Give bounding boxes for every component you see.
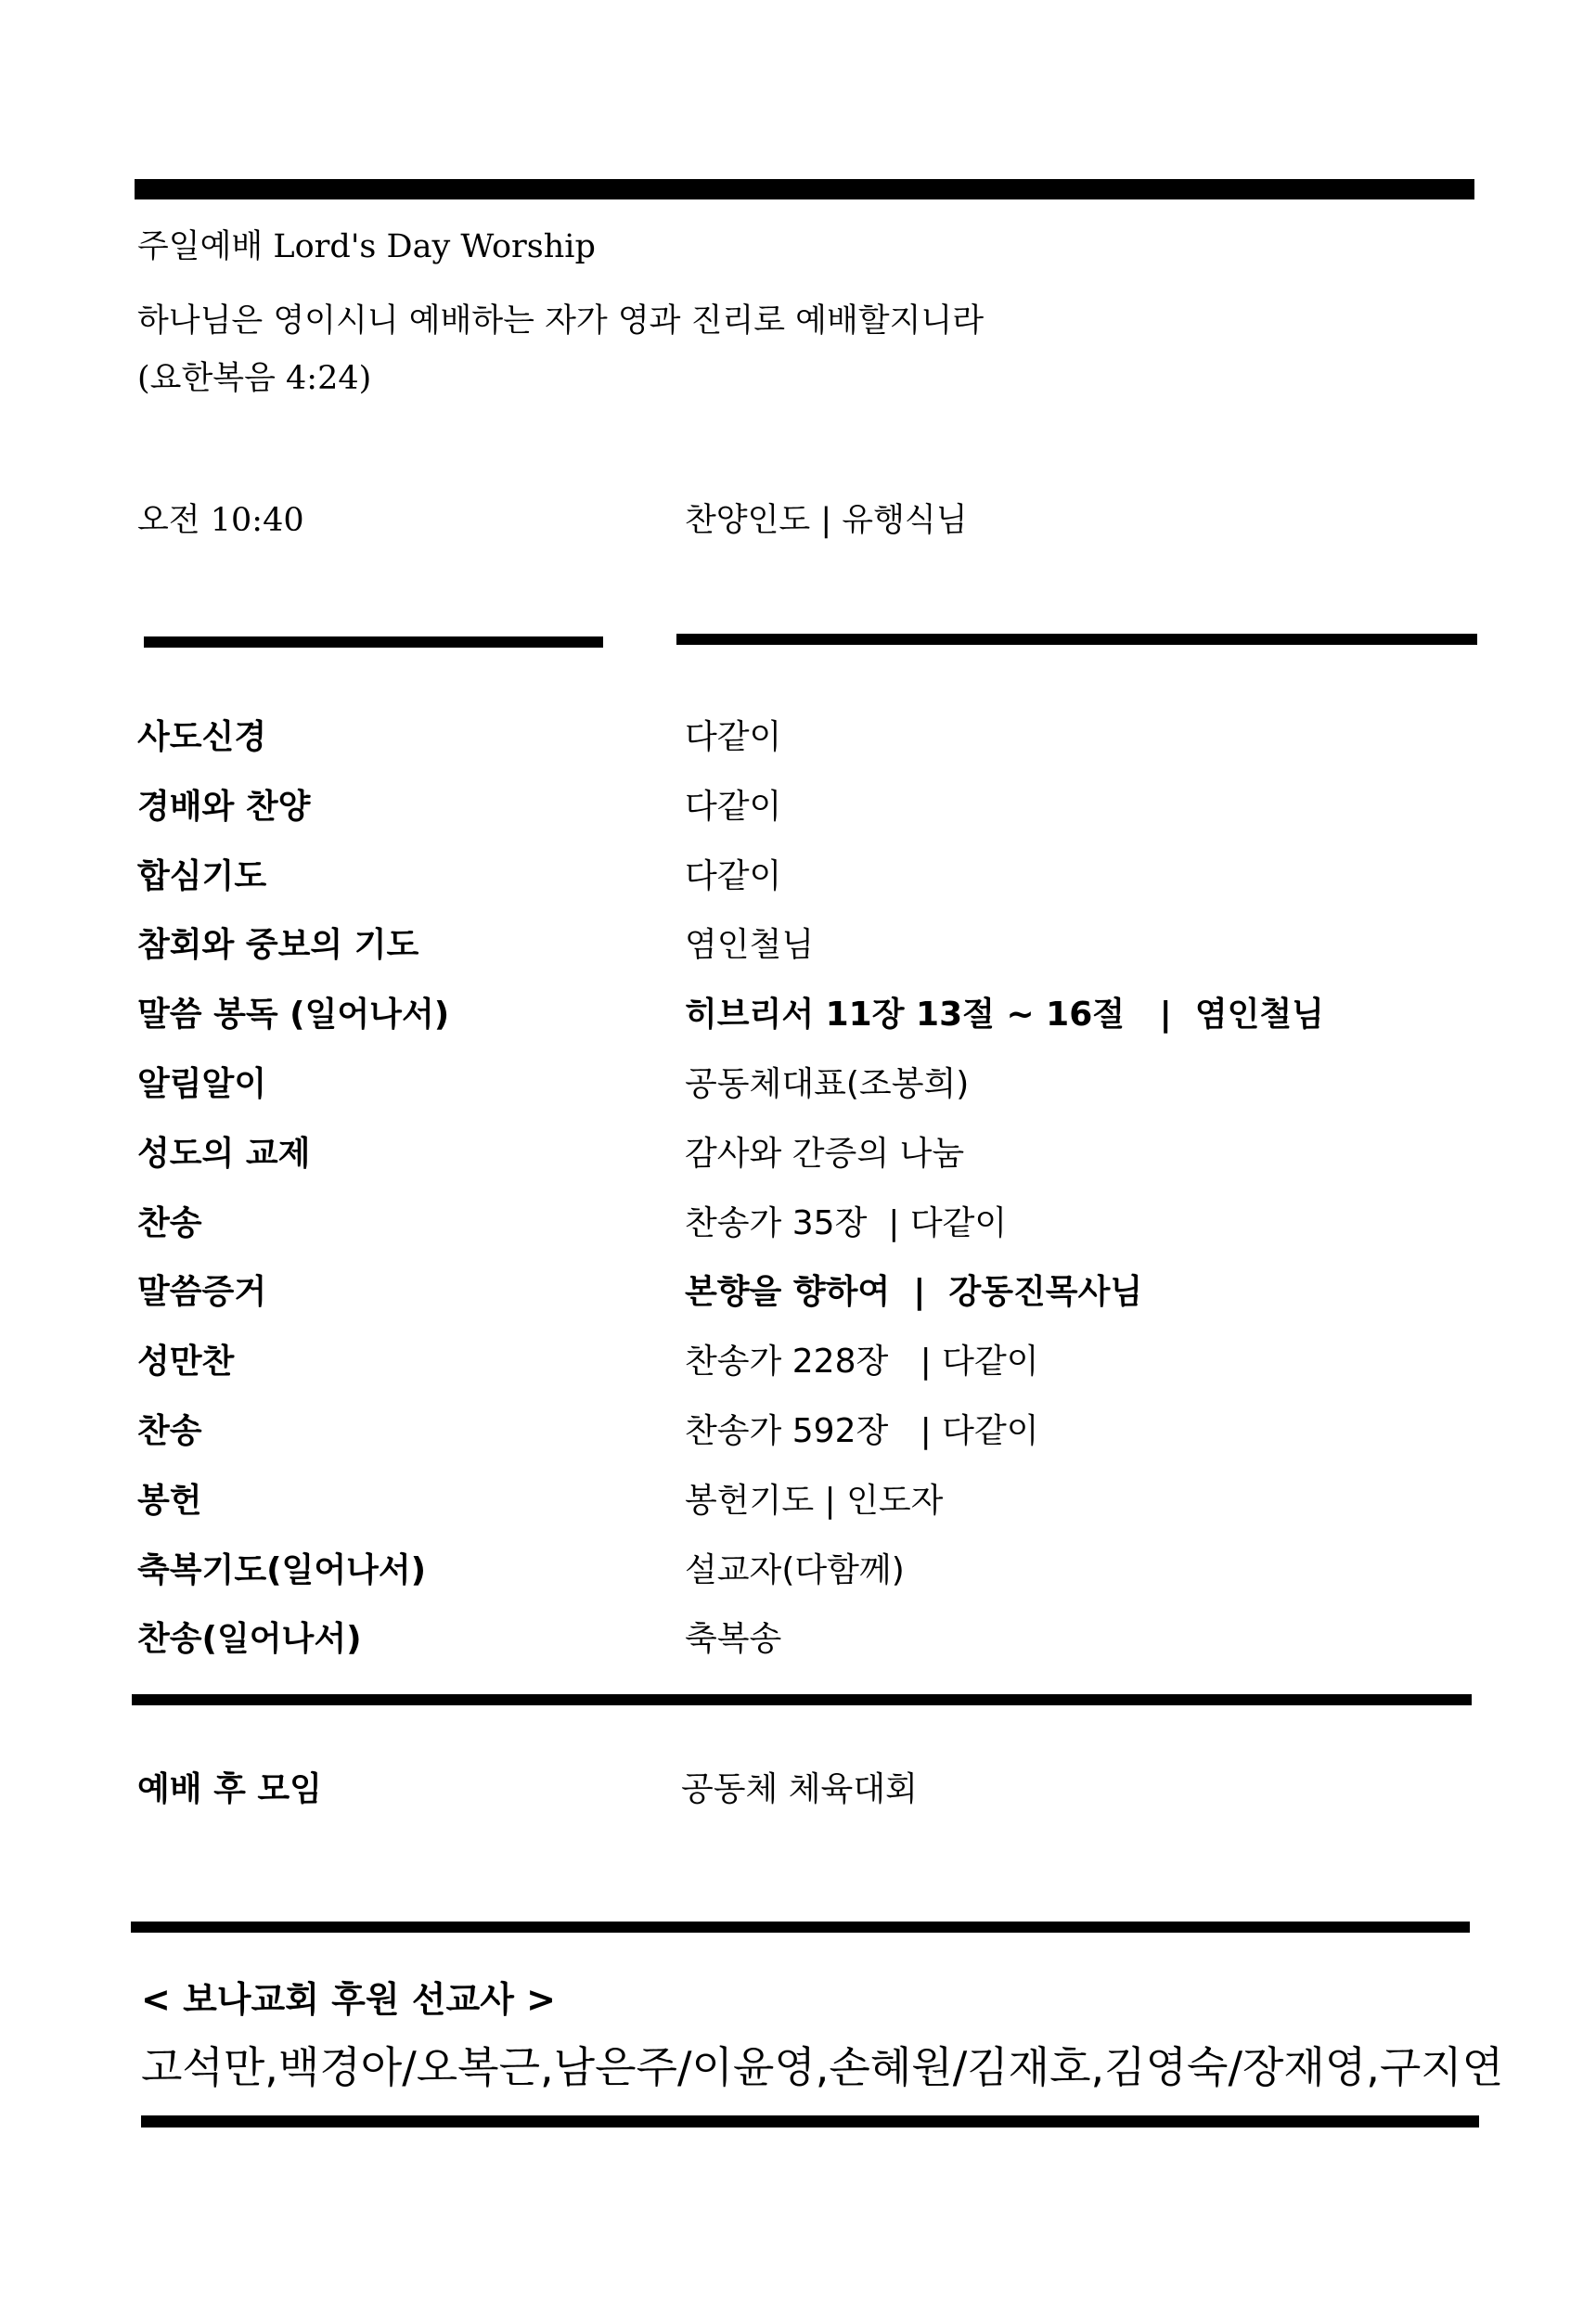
worship-leader: 찬양인도 | 유행식님 — [685, 502, 968, 539]
order-row — [0, 850, 1596, 906]
service-time: 오전 10:40 — [137, 502, 304, 539]
order-item-value: 찬송가 228장 | 다같이 — [685, 1343, 1039, 1382]
order-item-value: 축복송 — [685, 1620, 782, 1659]
order-row — [0, 1266, 1596, 1321]
order-row — [0, 1335, 1596, 1391]
right-divider — [676, 634, 1477, 645]
top-divider — [135, 179, 1474, 199]
order-item-label: 축복기도(일어나서) — [137, 1550, 427, 1589]
order-item-value: 찬송가 592장 | 다같이 — [685, 1412, 1039, 1450]
order-item-label: 찬송 — [137, 1412, 202, 1450]
order-item-value: 다같이 — [685, 787, 782, 826]
order-item-label: 알림알이 — [137, 1065, 267, 1103]
order-item-label: 사도신경 — [137, 718, 267, 756]
after-service-label: 예배 후 모임 — [137, 1770, 322, 1808]
order-row — [0, 780, 1596, 836]
order-row — [0, 1058, 1596, 1113]
order-item-value: 공동체대표(조봉희) — [685, 1065, 970, 1103]
order-item-value: 본향을 향하여 | 강동진목사님 — [685, 1273, 1143, 1312]
missionary-names: 고석만,백경아/오복근,남은주/이윤영,손혜원/김재호,김영숙/장재영,구지연 — [141, 2042, 1504, 2092]
scripture-reference: (요한복음 4:24) — [137, 360, 372, 397]
order-item-value: 히브리서 11장 13절 ~ 16절 | 염인철님 — [685, 996, 1324, 1035]
order-row — [0, 1405, 1596, 1460]
scripture-verse: 하나님은 영이시니 예배하는 자가 영과 진리로 예배할지니라 — [137, 302, 985, 340]
order-item-label: 성도의 교제 — [137, 1134, 311, 1173]
order-row — [0, 1613, 1596, 1668]
order-item-label: 말씀 봉독 (일어나서) — [137, 996, 450, 1035]
left-divider — [144, 636, 603, 648]
order-item-value: 감사와 간증의 나눔 — [685, 1134, 965, 1173]
missionary-heading: < 보나교회 후원 선교사 > — [141, 1979, 556, 2020]
order-row — [0, 1197, 1596, 1253]
order-end-divider — [132, 1694, 1472, 1705]
order-item-value: 설교자(다함께) — [685, 1550, 905, 1589]
order-item-label: 합심기도 — [137, 856, 267, 895]
order-item-label: 찬송 — [137, 1203, 202, 1242]
order-item-value: 다같이 — [685, 718, 782, 756]
missionary-top-divider — [131, 1922, 1470, 1933]
service-title: 주일예배 Lord's Day Worship — [137, 228, 596, 265]
order-item-value: 다같이 — [685, 856, 782, 895]
after-service-row — [0, 1763, 1596, 1819]
after-service-value: 공동체 체육대회 — [681, 1770, 918, 1808]
bottom-divider — [141, 2115, 1479, 2127]
order-item-label: 성만찬 — [137, 1343, 235, 1382]
order-row — [0, 1544, 1596, 1600]
order-row — [0, 919, 1596, 974]
order-item-label: 찬송(일어나서) — [137, 1620, 362, 1659]
order-item-label: 봉헌 — [137, 1481, 202, 1520]
order-item-label: 참회와 중보의 기도 — [137, 926, 419, 965]
order-row — [0, 1474, 1596, 1530]
order-item-label: 경배와 찬양 — [137, 787, 311, 826]
order-item-value: 염인철님 — [685, 926, 815, 965]
order-item-value: 찬송가 35장 | 다같이 — [685, 1203, 1008, 1242]
order-row — [0, 988, 1596, 1044]
order-row — [0, 1127, 1596, 1183]
order-row — [0, 711, 1596, 766]
order-item-value: 봉헌기도 | 인도자 — [685, 1481, 944, 1520]
order-item-label: 말씀증거 — [137, 1273, 267, 1312]
